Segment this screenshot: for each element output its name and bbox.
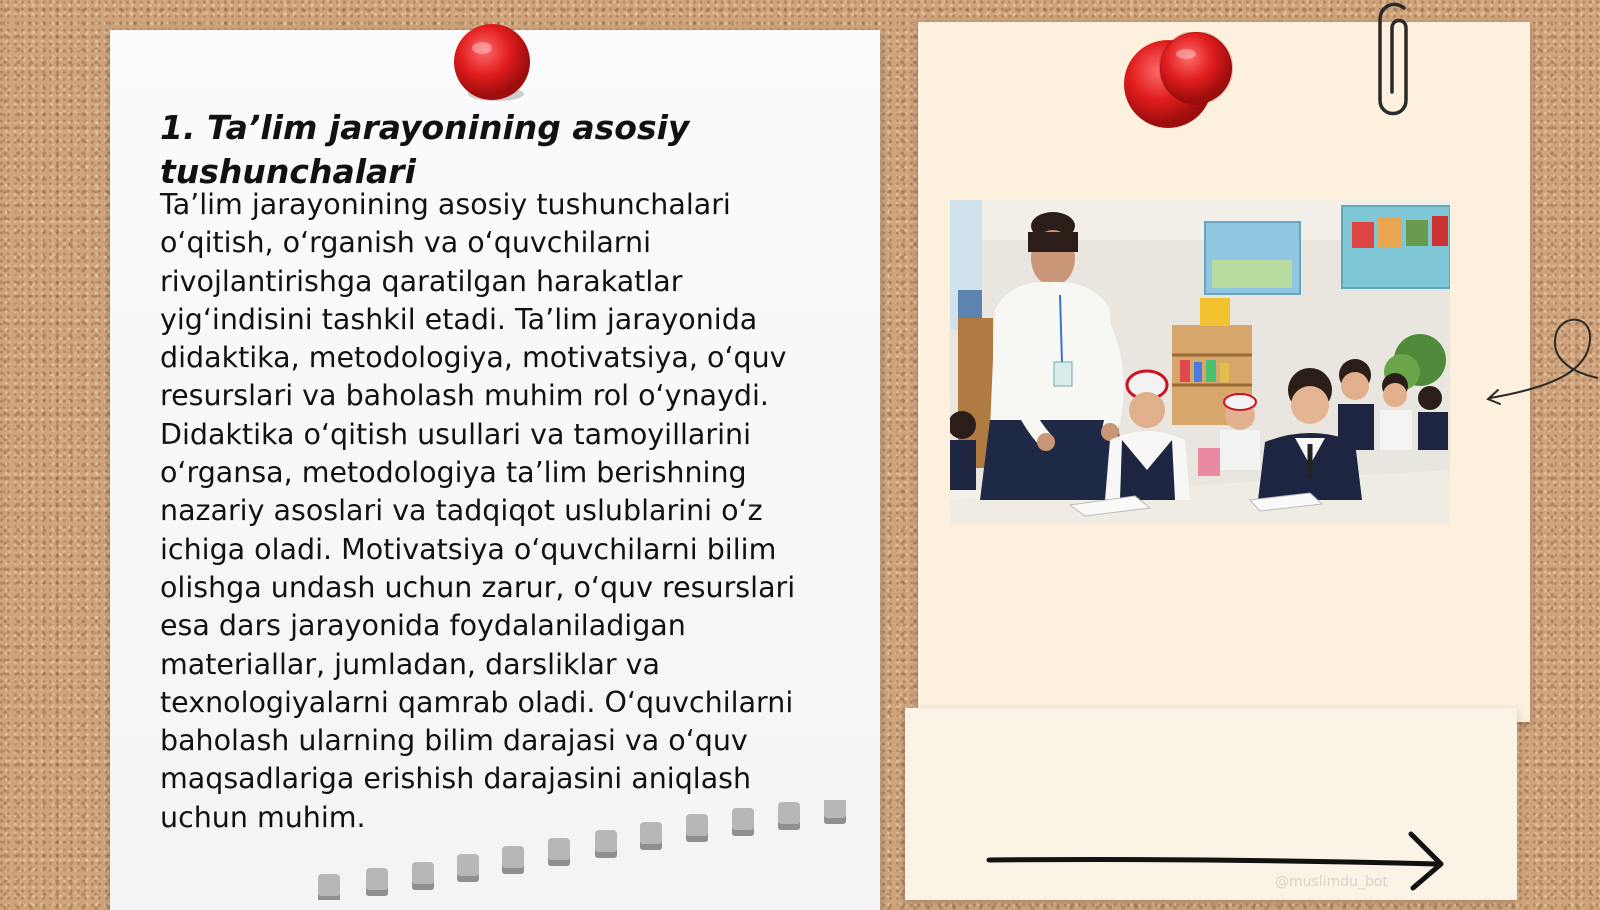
push-pin-pair-icon bbox=[1122, 32, 1242, 136]
push-pin-icon bbox=[452, 22, 536, 110]
classroom-photo bbox=[950, 200, 1450, 524]
slide-title: 1. Ta’lim jarayonining asosiy tushunchalari bbox=[160, 108, 690, 191]
paper-clip-icon bbox=[1372, 0, 1422, 134]
loop-arrow-doodle-icon bbox=[1480, 310, 1600, 414]
watermark-text: @muslimdu_bot bbox=[1275, 874, 1388, 890]
slide-body-text: Ta’lim jarayonining asosiy tushunchalari o‘qitish, o‘rganish va o‘quvchilarni rivojlantirishga qaratilgan harakatlar yig‘indisini tashkil etadi. Ta’lim jarayonida didaktika, metodologiya, motivatsiya, o‘quv resurslari va baholash muhim rol o‘ynaydi. Didaktika o‘qitish usullari va tamoyillarini o‘rgansa, metodologiya ta’lim berishning nazariy asoslari va tadqiqot uslublarini o‘z ichiga oladi. Motivatsiya o‘quvchilarni bilim olishga undash uchun zarur, o‘quv resurslari esa dars jarayonida foydalaniladigan materiallar, jumladan, darsliklar va texnologiyalarni qamrab oladi. O‘quvchilarni baholash ularning bilim darajasi va o‘quv maqsadlariga erishish darajasini aniqlash uchun muhim. bbox=[160, 188, 796, 834]
